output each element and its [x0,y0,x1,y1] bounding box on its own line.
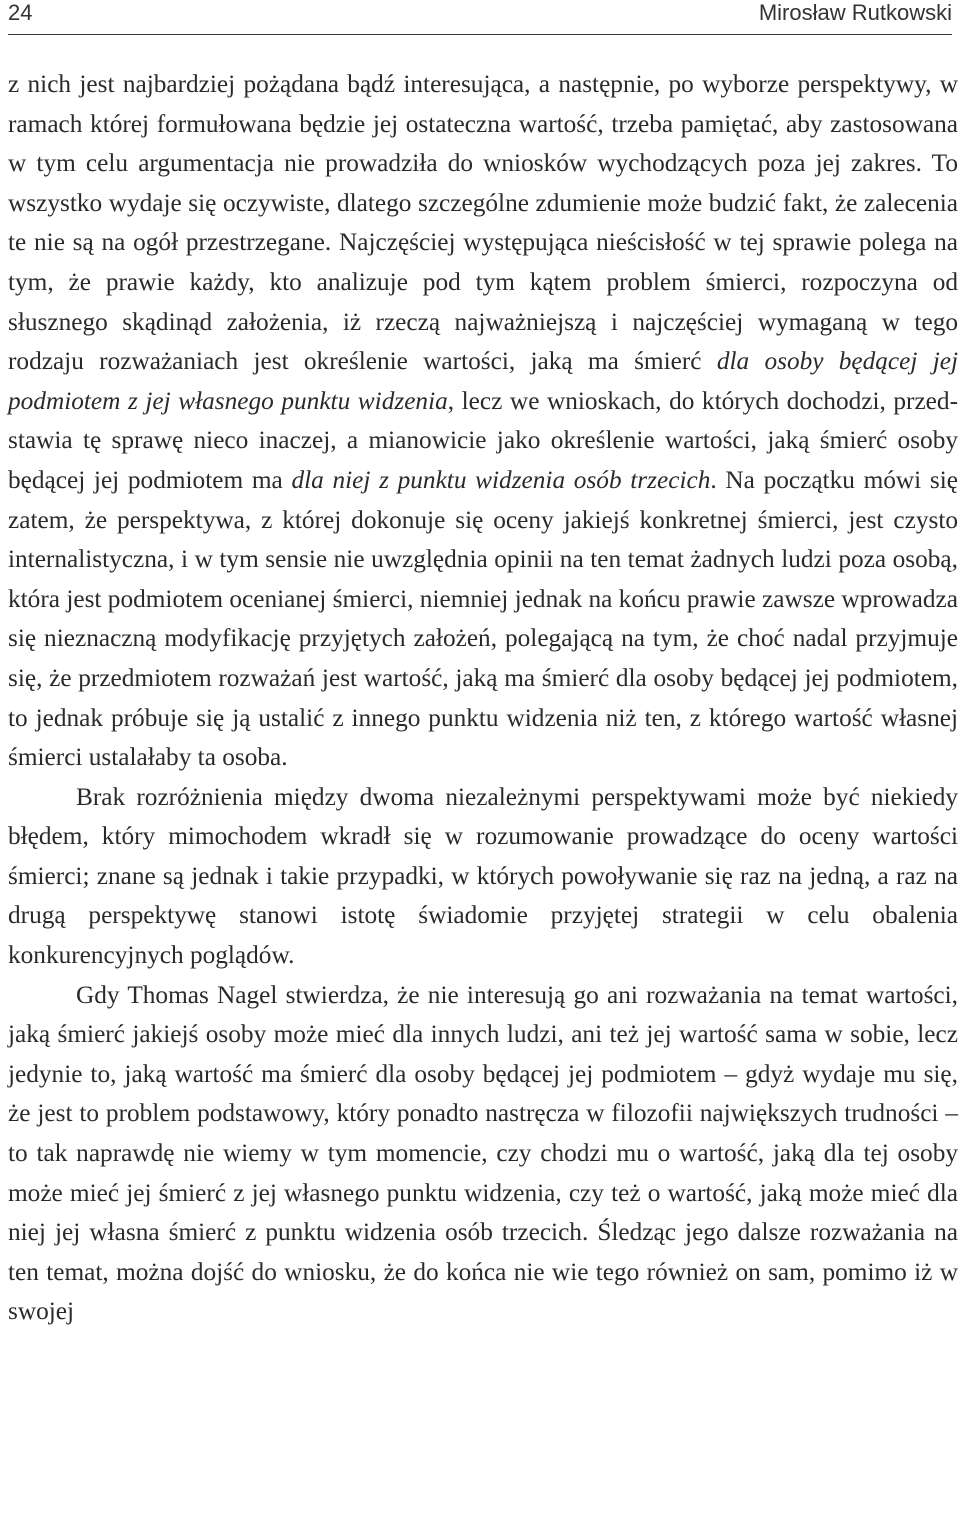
paragraph [8,65,958,778]
page-number: 24 [8,0,33,25]
text-run: Gdy Thomas Nagel stwierdza, że nie interesują go ani rozważania na temat wartości, jaką śmierć jakiejś osoby może mieć dla innych ludzi, ani też jej wartość sama w sobie, lecz jedynie to, jaką wartość ma śmierć dla osoby będącej jej podmiotem – gdyż wydaje mu się, że jest to problem podstawowy, który ponadto nastręcza w filozofii największych trudności – to tak naprawdę nie wiemy w tym momencie, czy chodzi mu o wartość, jaką dla tej osoby może mieć jej śmierć z jej własnego punktu widzenia, czy też o wartość, jaką może mieć dla niej jej własna śmierć z punktu widzenia osób trzecich. Śledząc jego dalsze rozważania na ten temat, można dojść do wniosku, że do końca nie wie tego również on sam, pomimo iż w swojej [8,980,958,1326]
running-author: Mirosław Rutkowski [758,0,952,25]
body-text [8,65,958,1332]
text-run: . Na początku mówi się zatem, że perspektywa, z której dokonuje się oceny jakiejś konkretnej śmierci, jest czysto internalistyczna, i w tym sensie nie uwzględnia opinii na ten temat żadnych ludzi poza osobą, która jest podmiotem ocenianej śmierci, niemniej jednak na końcu prawie zawsze wprowadza się nieznaczną modyfikację przyjętych założeń, polegającą na tym, że choć nadal przyjmuje się, że przedmiotem rozważań jest wartość, jaką ma śmierć dla osoby będącej jej podmiotem, to jednak próbuje się ją ustalić z innego punktu widzenia niż ten, z którego wartość własnej śmierci ustalałaby ta osoba. [8,465,958,772]
text-run: Brak rozróżnienia między dwoma niezależnymi perspektywami może być niekiedy błędem, który mimochodem wkradł się w rozumowanie prowadzące do oceny wartości śmierci; znane są jednak i takie przypadki, w których powoływanie się raz na jedną, a raz na drugą perspektywę stanowi istotę świadomie przyjętej strategii w celu obalenia konkurencyjnych poglądów. [8,782,958,970]
italic-run: dla niej z punktu widzenia osób trzecich [291,465,711,494]
text-run: , lecz we wnioskach, do których dochodzi, przedstawia tę sprawę nieco inaczej, a mianowicie jako określenie wartości, jaką śmierć osoby będącej jej podmiotem ma [8,386,958,494]
running-header [8,0,952,35]
text-run: z nich jest najbardziej pożądana bądź interesująca, a następnie, po wyborze perspektywy, w ramach której formułowana będzie jej ostateczna wartość, trzeba pamiętać, aby zastosowana w tym celu argumentacja nie prowadziła do wniosków wychodzących poza jej zakres. To wszystko wydaje się oczywiste, dlatego szczególne zdumienie może budzić fakt, że zalecenia te nie są na ogół przestrzegane. Najczęściej występująca nieścisłość w tej sprawie polega na tym, że prawie każdy, kto analizuje pod tym kątem problem śmierci, rozpoczyna od słusznego skądinąd założenia, iż rzeczą najważniejszą i najczęściej wymaganą w tego rodzaju rozważaniach jest określenie wartości, jaką ma śmierć [8,70,958,376]
italic-run: dla osoby będącej jej podmiotem z jej własnego punktu widzenia [8,347,958,415]
paragraph [8,976,958,1332]
paragraph [8,778,958,976]
